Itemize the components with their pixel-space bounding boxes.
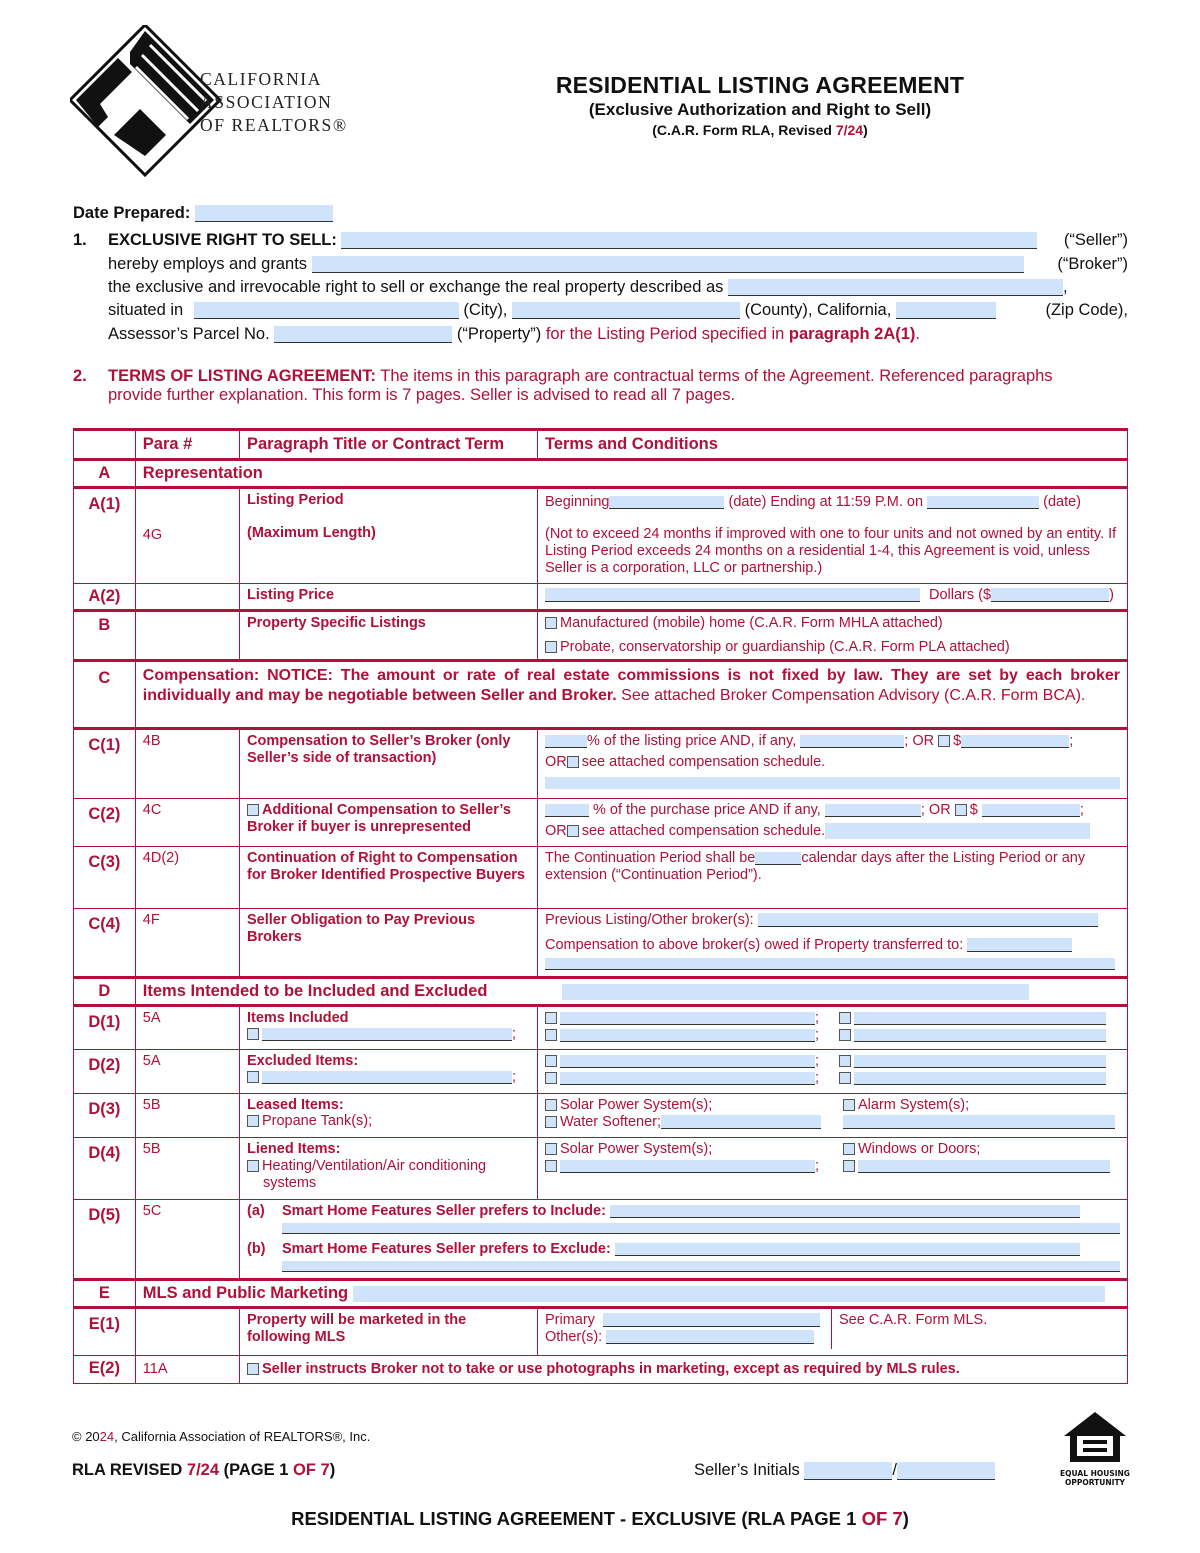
- situated-text: situated in: [108, 301, 184, 319]
- c2-percent-field[interactable]: [545, 804, 589, 817]
- row-title: Seller Obligation to Pay Previous Brokers: [239, 909, 537, 978]
- row-para: [135, 1308, 239, 1356]
- c1-dollar-checkbox[interactable]: [938, 735, 950, 747]
- row-terms: [537, 1308, 1127, 1356]
- hvac-label: Heating/Ventilation/Air conditioning systems: [261, 1158, 487, 1191]
- listing-price-field[interactable]: [991, 588, 1109, 602]
- section-title: [135, 978, 1127, 1006]
- c2-dollar-checkbox[interactable]: [955, 804, 967, 816]
- or-label: ; OR: [920, 802, 951, 818]
- alarm-checkbox[interactable]: [843, 1099, 855, 1111]
- row-title: [239, 1006, 537, 1050]
- c2-checkbox[interactable]: [247, 804, 259, 816]
- c2-percent-label: % of the purchase price AND if any,: [593, 802, 821, 818]
- equal-housing-icon: [1062, 1410, 1128, 1464]
- max-length-note: (Not to exceed 24 months if improved with one to four units and not owned by an entity. If Listing Period exceeds 24 months on a residential 1-4, this Agreement is void, unless Seller is a corporation, LLC or partnership.): [544, 526, 1117, 576]
- header-terms: Terms and Conditions: [537, 430, 1127, 460]
- p2-row: [73, 367, 1128, 386]
- row-id: A(1): [74, 488, 136, 584]
- page-subtitle: (Exclusive Authorization and Right to Sell): [588, 100, 932, 119]
- d2-checkbox-3[interactable]: [545, 1072, 557, 1084]
- rev-end: ): [329, 1461, 336, 1479]
- windows-label: Windows or Doors;: [857, 1141, 981, 1157]
- title-line: Listing Period: [246, 492, 344, 508]
- header-para: Para #: [135, 430, 239, 460]
- row-para: 5B: [135, 1094, 239, 1138]
- rev-of: OF 7: [293, 1461, 330, 1479]
- row-c1: [74, 729, 1128, 799]
- seller-row: [73, 231, 1128, 250]
- row-c: [74, 661, 1128, 729]
- semi: ;: [511, 1026, 517, 1042]
- row-e1: [74, 1308, 1128, 1356]
- solar-liened-label: Solar Power System(s);: [559, 1141, 713, 1157]
- zip-label: (Zip Code),: [1045, 301, 1128, 319]
- apn-row: [108, 325, 920, 344]
- semi: ;: [1079, 802, 1084, 818]
- d3-title: Leased Items:: [246, 1097, 344, 1113]
- row-id: D(2): [74, 1050, 136, 1094]
- broker-name-field[interactable]: [312, 256, 1024, 273]
- dollars-label: Dollars ($: [929, 587, 992, 603]
- d4-field-2[interactable]: [858, 1160, 1110, 1173]
- c2-schedule-checkbox[interactable]: [567, 825, 579, 837]
- d1-checkbox-4[interactable]: [839, 1012, 851, 1024]
- smart-exclude-field-2[interactable]: [282, 1261, 1120, 1272]
- d2-field-2[interactable]: [560, 1055, 815, 1068]
- table-header: [74, 430, 1128, 460]
- c2-title: Additional Compensation to Seller’s Broker if buyer is unrepresented: [246, 802, 511, 835]
- smart-home-cell: [239, 1200, 1127, 1280]
- row-id: C(1): [74, 729, 136, 799]
- or-label: OR: [544, 823, 567, 839]
- page-title: RESIDENTIAL LISTING AGREEMENT: [555, 72, 965, 98]
- section-title-text: Items Intended to be Included and Excluded: [142, 982, 488, 1000]
- row-id: A(2): [74, 584, 136, 611]
- pla-checkbox[interactable]: [545, 641, 557, 653]
- eho-line-1: EQUAL HOUSING: [1060, 1469, 1130, 1478]
- see-bca-text: See attached Broker Compensation Advisory (C.A.R. Form BCA).: [621, 687, 1086, 704]
- schedule-label: see attached compensation schedule.: [581, 754, 826, 770]
- row-d: [74, 978, 1128, 1006]
- row-id: B: [74, 611, 136, 661]
- form-line: [535, 122, 985, 138]
- row-title: [239, 1094, 537, 1138]
- hvac-checkbox[interactable]: [247, 1160, 259, 1172]
- employs-text: hereby employs and grants: [108, 255, 308, 273]
- begin-date-field[interactable]: [609, 496, 724, 509]
- smart-include-field-2[interactable]: [282, 1223, 1120, 1234]
- row-para: 5A: [135, 1050, 239, 1094]
- c2-extra-field[interactable]: [825, 823, 1090, 839]
- continuation-label-2: calendar days after the Listing Period or any extension (“Continuation Period”).: [544, 850, 1086, 883]
- beginning-label: Beginning: [544, 494, 610, 510]
- form-line-rev: 7/24: [835, 122, 864, 138]
- d1-field-4[interactable]: [854, 1012, 1106, 1025]
- p1-label: EXCLUSIVE RIGHT TO SELL:: [108, 231, 337, 249]
- d2-checkbox-5[interactable]: [839, 1072, 851, 1084]
- exclusive-text: the exclusive and irrevocable right to sell or exchange the real property described as: [108, 278, 724, 296]
- row-c2: [74, 799, 1128, 847]
- property-tag: (“Property”): [456, 325, 542, 343]
- d1-title: Items Included: [246, 1010, 349, 1026]
- eho-label: [1060, 1469, 1130, 1487]
- p2-text-2: provide further explanation. This form is 7 pages. Seller is advised to read all 7 pages.: [108, 386, 736, 404]
- smart-exclude-label: Smart Home Features Seller prefers to Exclude:: [281, 1241, 611, 1257]
- smart-include-field[interactable]: [610, 1205, 1080, 1218]
- zip-field[interactable]: [896, 302, 996, 319]
- county-field[interactable]: [512, 302, 740, 319]
- row-terms: [537, 909, 1127, 978]
- row-d2: [74, 1050, 1128, 1094]
- row-para: 11A: [135, 1356, 239, 1384]
- water-softener-checkbox[interactable]: [545, 1116, 557, 1128]
- row-terms: [537, 1138, 1127, 1200]
- c1-dollar-field[interactable]: [961, 735, 1069, 748]
- semi: ;: [814, 1070, 820, 1086]
- c1-schedule-checkbox[interactable]: [567, 756, 579, 768]
- row-id: D: [74, 978, 136, 1006]
- dollar-sign: $: [969, 802, 978, 818]
- row-para: 5A: [135, 1006, 239, 1050]
- revision-line: [72, 1461, 335, 1480]
- apn-label: Assessor’s Parcel No.: [108, 325, 270, 343]
- row-e2: [74, 1356, 1128, 1384]
- c2-ifany-field[interactable]: [825, 804, 921, 817]
- end-date-field[interactable]: [927, 496, 1039, 509]
- row-terms: [537, 729, 1127, 799]
- propane-checkbox[interactable]: [247, 1115, 259, 1127]
- title-line-2: (Maximum Length): [246, 525, 376, 541]
- primary-label: Primary: [544, 1312, 595, 1328]
- paren-close: ): [1109, 587, 1114, 603]
- d4-checkbox-2[interactable]: [545, 1160, 557, 1172]
- previous-broker-label: Previous Listing/Other broker(s):: [544, 912, 754, 928]
- solar-leased-checkbox[interactable]: [545, 1099, 557, 1111]
- org-line-1: CALIFORNIA: [200, 69, 322, 89]
- rev-date: 7/24: [186, 1461, 220, 1479]
- org-line-3: OF REALTORS®: [200, 115, 348, 135]
- mhla-label: Manufactured (mobile) home (C.A.R. Form MHLA attached): [559, 615, 943, 631]
- row-para: [135, 584, 239, 611]
- seller-name-field[interactable]: [341, 232, 1037, 249]
- mhla-checkbox[interactable]: [545, 617, 557, 629]
- eho-line-2: OPPORTUNITY: [1064, 1478, 1125, 1487]
- continuation-days-field[interactable]: [755, 852, 801, 865]
- p2-label: TERMS OF LISTING AGREEMENT:: [108, 367, 376, 385]
- no-photos-label: Seller instructs Broker not to take or use photographs in marketing, except as required by MLS rules.: [261, 1361, 960, 1377]
- copyright-suffix: , California Association of REALTORS®, Inc.: [114, 1429, 371, 1444]
- d1-field-5[interactable]: [854, 1029, 1106, 1042]
- section-title-text: MLS and Public Marketing: [142, 1284, 349, 1302]
- apn-field[interactable]: [274, 326, 452, 343]
- row-terms: [537, 584, 1127, 611]
- broker-row: [108, 255, 1128, 274]
- date-label: (date): [1043, 494, 1082, 510]
- comma: ,: [1063, 278, 1068, 296]
- p2-text-1: The items in this paragraph are contractual terms of the Agreement. Referenced paragraphs: [380, 367, 1053, 385]
- no-photos-checkbox[interactable]: [247, 1363, 259, 1375]
- or-label: ; OR: [904, 733, 935, 749]
- row-para: 5C: [135, 1200, 239, 1280]
- solar-leased-label: Solar Power System(s);: [559, 1097, 713, 1113]
- row-para: 4B: [135, 729, 239, 799]
- seller-tag: (“Seller”): [1063, 231, 1128, 249]
- d3-field-2[interactable]: [843, 1115, 1115, 1129]
- c2-dollar-field[interactable]: [982, 804, 1080, 817]
- bottom-of: OF 7: [861, 1508, 903, 1529]
- b-label: (b): [246, 1241, 266, 1257]
- d1-field-1[interactable]: [262, 1028, 512, 1041]
- row-para: 4D(2): [135, 847, 239, 909]
- c1-percent-label: % of the listing price AND, if any,: [586, 733, 797, 749]
- row-id: E(2): [74, 1356, 136, 1384]
- d3-field-1[interactable]: [661, 1115, 821, 1129]
- row-id: C(3): [74, 847, 136, 909]
- row-d5: [74, 1200, 1128, 1280]
- d1-checkbox-2[interactable]: [545, 1012, 557, 1024]
- row-a: [74, 460, 1128, 488]
- section-title: [135, 1280, 1127, 1308]
- row-e: [74, 1280, 1128, 1308]
- row-c3: [74, 847, 1128, 909]
- diamond-logo-icon: [70, 25, 220, 175]
- row-id: D(1): [74, 1006, 136, 1050]
- location-row: [108, 301, 1128, 320]
- row-d4: [74, 1138, 1128, 1200]
- d2-checkbox-4[interactable]: [839, 1055, 851, 1067]
- org-name: [200, 68, 348, 137]
- property-desc-row: [108, 278, 1128, 297]
- row-c4: [74, 909, 1128, 978]
- alarm-label: Alarm System(s);: [857, 1097, 970, 1113]
- owed-label: Compensation to above broker(s) owed if Property transferred to:: [544, 937, 964, 953]
- city-field[interactable]: [194, 302, 459, 319]
- row-terms: [537, 1006, 1127, 1050]
- copyright-prefix: © 20: [72, 1429, 100, 1444]
- row-id: C(4): [74, 909, 136, 978]
- bottom-prefix: RESIDENTIAL LISTING AGREEMENT - EXCLUSIVE (RLA PAGE 1: [291, 1508, 862, 1529]
- water-softener-label: Water Softener;: [559, 1114, 661, 1130]
- copyright: [72, 1429, 370, 1444]
- bottom-title: [0, 1508, 1200, 1530]
- property-desc-field[interactable]: [728, 279, 1063, 296]
- row-id: A: [74, 460, 136, 488]
- d-extra-field[interactable]: [562, 984, 1029, 1000]
- d2-checkbox-2[interactable]: [545, 1055, 557, 1067]
- d2-field-3[interactable]: [560, 1072, 815, 1085]
- d2-field-4[interactable]: [854, 1055, 1106, 1068]
- transferred-to-field-2[interactable]: [545, 958, 1115, 970]
- rev-prefix: RLA REVISED: [72, 1461, 187, 1479]
- bottom-end: ): [902, 1508, 909, 1529]
- row-title: Compensation to Seller’s Broker (only Seller’s side of transaction): [239, 729, 537, 799]
- d4-checkbox-3[interactable]: [843, 1160, 855, 1172]
- initials-label: Seller’s Initials: [694, 1461, 800, 1479]
- row-para: 4C: [135, 799, 239, 847]
- rev-mid: (PAGE 1: [219, 1461, 293, 1479]
- semi: ;: [814, 1053, 820, 1069]
- smart-exclude-field[interactable]: [615, 1243, 1080, 1256]
- header-id: [74, 430, 136, 460]
- copyright-year: 24: [99, 1429, 115, 1444]
- row-terms: [537, 1050, 1127, 1094]
- other-mls-field[interactable]: [606, 1330, 814, 1344]
- d1-checkbox-1[interactable]: [247, 1028, 259, 1040]
- pla-label: Probate, conservatorship or guardianship (C.A.R. Form PLA attached): [559, 639, 1010, 655]
- smart-include-label: Smart Home Features Seller prefers to Include:: [281, 1203, 606, 1219]
- p2-num: 2.: [73, 367, 87, 385]
- row-a2: [74, 584, 1128, 611]
- row-terms: [537, 1094, 1127, 1138]
- row-id: E(1): [74, 1308, 136, 1356]
- row-id: D(4): [74, 1138, 136, 1200]
- semi: ;: [511, 1069, 517, 1085]
- row-d3: [74, 1094, 1128, 1138]
- row-para: [135, 488, 239, 584]
- solar-liened-checkbox[interactable]: [545, 1143, 557, 1155]
- d1-field-3[interactable]: [560, 1029, 815, 1042]
- dollar-sign: $: [953, 733, 962, 749]
- propane-label: Propane Tank(s);: [261, 1113, 373, 1129]
- ending-label: (date) Ending at 11:59 P.M. on: [728, 494, 924, 510]
- date-field[interactable]: [195, 205, 333, 222]
- row-title: [239, 1050, 537, 1094]
- broker-tag: (“Broker”): [1057, 255, 1128, 273]
- other-label: Other(s):: [544, 1329, 603, 1345]
- initials-sep: /: [892, 1461, 897, 1479]
- para-ref: paragraph 2A(1): [788, 325, 916, 343]
- windows-checkbox[interactable]: [843, 1143, 855, 1155]
- schedule-label: see attached compensation schedule.: [581, 823, 826, 839]
- row-title: [239, 488, 537, 584]
- row-b: [74, 611, 1128, 661]
- transferred-to-field[interactable]: [967, 938, 1072, 952]
- d1-field-2[interactable]: [560, 1012, 815, 1025]
- semi: ;: [814, 1010, 820, 1026]
- para-ref: 4G: [142, 527, 163, 543]
- row-para: 5B: [135, 1138, 239, 1200]
- d2-title: Excluded Items:: [246, 1053, 359, 1069]
- terms-table: [73, 428, 1128, 1384]
- notice-text: Compensation: NOTICE: The amount or rate of real estate commissions is not fixed by law. They are set by each broker individually and may be negotiable between Seller and Broker.: [142, 667, 1120, 704]
- c1-percent-field[interactable]: [545, 735, 587, 748]
- c1-extra-field[interactable]: [545, 777, 1120, 789]
- row-id: C(2): [74, 799, 136, 847]
- d2-checkbox-1[interactable]: [247, 1071, 259, 1083]
- date-row: [73, 204, 333, 223]
- row-id: D(3): [74, 1094, 136, 1138]
- row-title: Property will be marketed in the following MLS: [239, 1308, 537, 1356]
- p1-num: 1.: [73, 231, 87, 249]
- c1-ifany-field[interactable]: [800, 735, 904, 748]
- semi: ;: [1069, 733, 1074, 749]
- row-title: Property Specific Listings: [239, 611, 537, 661]
- row-id: C: [74, 661, 136, 729]
- row-para: 4F: [135, 909, 239, 978]
- see-mls-text: See C.A.R. Form MLS.: [838, 1312, 988, 1328]
- row-a1: [74, 488, 1128, 584]
- p2-row-2: [108, 386, 735, 405]
- compensation-notice: [135, 661, 1127, 729]
- city-label: (City),: [463, 301, 508, 319]
- row-terms: [537, 847, 1127, 909]
- d4-field-1[interactable]: [560, 1160, 815, 1173]
- d2-field-5[interactable]: [854, 1072, 1106, 1085]
- d2-field-1[interactable]: [262, 1071, 512, 1084]
- period: .: [915, 325, 921, 343]
- row-id: E: [74, 1280, 136, 1308]
- date-label: Date Prepared:: [73, 204, 191, 222]
- previous-broker-field[interactable]: [758, 913, 1098, 927]
- continuation-label: The Continuation Period shall be: [544, 850, 756, 866]
- semi: ;: [814, 1158, 820, 1174]
- seller-initials: [694, 1461, 995, 1480]
- row-para: [135, 611, 239, 661]
- initials-field-1[interactable]: [804, 1462, 892, 1480]
- org-line-2: ASSOCIATION: [200, 92, 333, 112]
- row-terms: [537, 799, 1127, 847]
- or-label: OR: [544, 754, 567, 770]
- row-id: D(5): [74, 1200, 136, 1280]
- form-line-suffix: ): [863, 122, 868, 138]
- form-line-prefix: (C.A.R. Form RLA, Revised: [652, 122, 836, 138]
- equal-housing-logo: [1060, 1410, 1130, 1487]
- initials-field-2[interactable]: [897, 1462, 995, 1480]
- semi: ;: [814, 1027, 820, 1043]
- row-terms: [537, 611, 1127, 661]
- title-block: [535, 72, 985, 138]
- d1-checkbox-3[interactable]: [545, 1029, 557, 1041]
- row-terms: [537, 488, 1127, 584]
- county-label: (County), California,: [744, 301, 892, 319]
- e-extra-field[interactable]: [353, 1286, 1105, 1302]
- row-title: [239, 1138, 537, 1200]
- row-title: Listing Price: [239, 584, 537, 611]
- row-title: [239, 799, 537, 847]
- d1-checkbox-5[interactable]: [839, 1029, 851, 1041]
- listing-price-words-field[interactable]: [545, 588, 920, 602]
- row-d1: [74, 1006, 1128, 1050]
- section-title: Representation: [135, 460, 1127, 488]
- photo-instruction: [239, 1356, 1127, 1384]
- listing-period-text: for the Listing Period specified in: [545, 325, 785, 343]
- a-label: (a): [246, 1203, 265, 1219]
- header-title: Paragraph Title or Contract Term: [239, 430, 537, 460]
- primary-mls-field[interactable]: [603, 1313, 820, 1327]
- d4-title: Liened Items:: [246, 1141, 341, 1157]
- row-title: Continuation of Right to Compensation for Broker Identified Prospective Buyers: [239, 847, 537, 909]
